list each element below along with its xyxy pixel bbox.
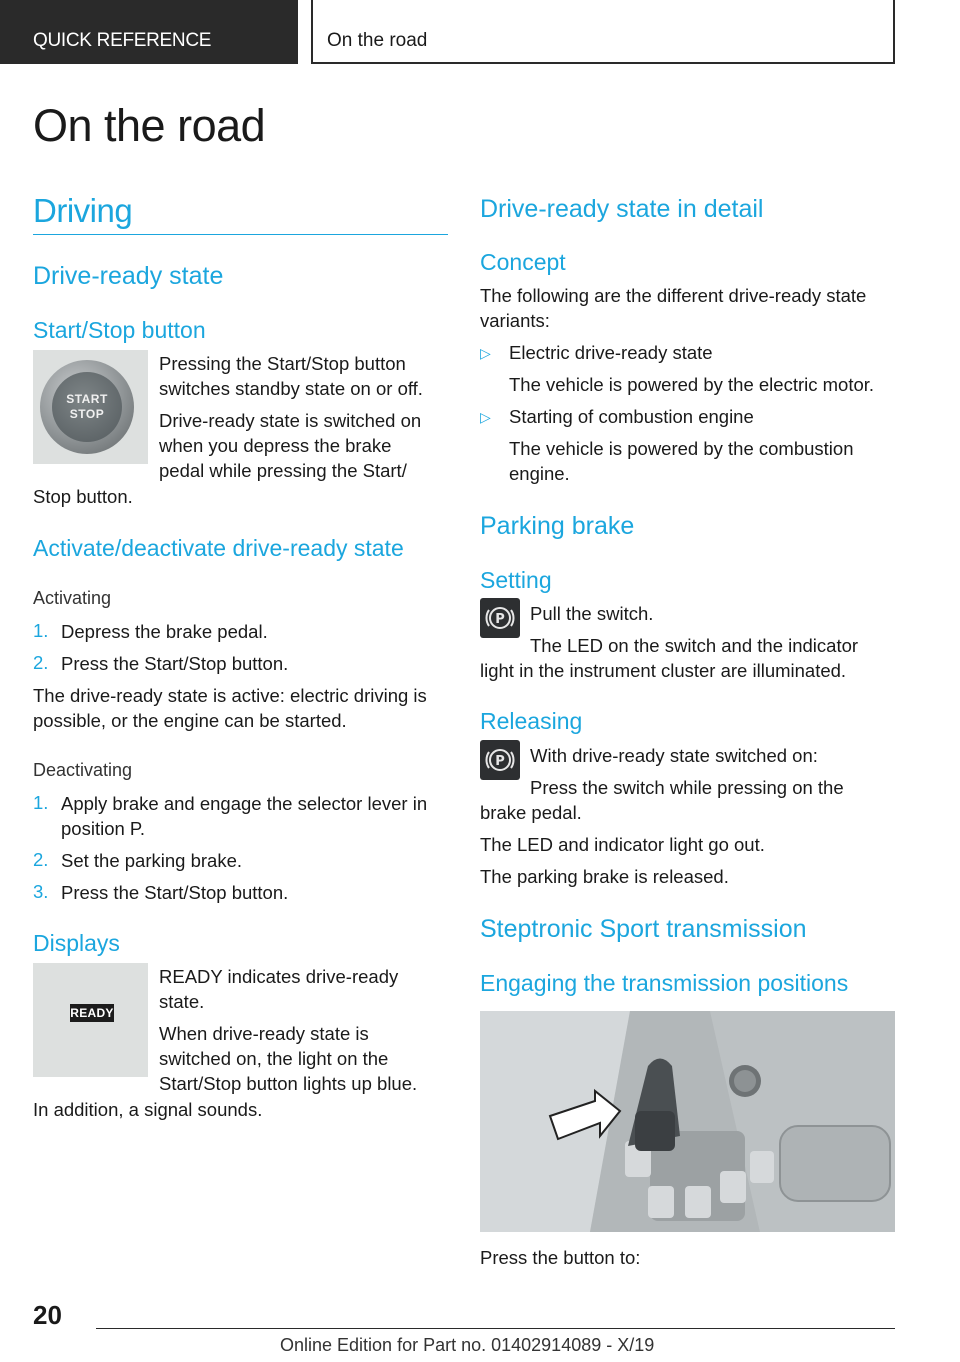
bullet-triangle-icon: ▷ bbox=[480, 345, 491, 361]
heading-driving: Driving bbox=[33, 192, 133, 229]
chapter-tab bbox=[311, 0, 895, 64]
subheading-activating: Activating bbox=[33, 588, 112, 608]
footer-edition: Online Edition for Part no. 01402914089 - X/19 bbox=[280, 1335, 655, 1355]
step-number: 1. bbox=[33, 792, 49, 813]
bullet-triangle-icon: ▷ bbox=[480, 409, 491, 425]
paragraph-line: brake pedal. bbox=[480, 802, 582, 823]
heading-setting: Setting bbox=[480, 567, 552, 593]
svg-text:P: P bbox=[495, 612, 505, 627]
heading-drive-ready-detail: Drive-ready state in detail bbox=[480, 195, 764, 223]
paragraph-line: pedal while pressing the Start/ bbox=[159, 460, 407, 481]
stop-label: STOP bbox=[69, 407, 105, 421]
paragraph-line: variants: bbox=[480, 310, 550, 331]
paragraph-line: possible, or the engine can be started. bbox=[33, 710, 347, 731]
heading-parking-brake: Parking brake bbox=[480, 512, 635, 540]
step-text: Set the parking brake. bbox=[61, 850, 242, 871]
step-number: 2. bbox=[33, 849, 49, 870]
step-number: 1. bbox=[33, 620, 49, 641]
bullet-desc: engine. bbox=[509, 463, 570, 484]
paragraph-line: The LED and indicator light go out. bbox=[480, 834, 765, 855]
paragraph-line: With drive-ready state switched on: bbox=[530, 745, 818, 766]
page-title: On the road bbox=[33, 100, 266, 151]
paragraph-line: The drive-ready state is active: electric driving is bbox=[33, 685, 427, 706]
paragraph-line: state. bbox=[159, 991, 205, 1012]
step-text: position P. bbox=[61, 818, 145, 839]
heading-engaging-positions: Engaging the transmission positions bbox=[480, 970, 849, 996]
ready-indicator-icon: READY bbox=[70, 1006, 114, 1020]
start-stop-button-icon bbox=[40, 360, 134, 454]
heading-start-stop-button: Start/Stop button bbox=[33, 317, 206, 343]
step-number: 3. bbox=[33, 881, 49, 902]
heading-concept: Concept bbox=[480, 249, 566, 275]
step-text: Press the Start/Stop button. bbox=[61, 653, 289, 674]
paragraph-line: light in the instrument cluster are illuminated. bbox=[480, 660, 847, 681]
start-stop-button-figure bbox=[33, 350, 148, 464]
paragraph-line: Start/Stop button lights up blue. bbox=[159, 1073, 418, 1094]
page-number: 20 bbox=[33, 1300, 62, 1330]
paragraph-line: In addition, a signal sounds. bbox=[33, 1099, 263, 1120]
bullet-title: Electric drive-ready state bbox=[509, 342, 713, 363]
heading-releasing: Releasing bbox=[480, 708, 583, 734]
gear-selector-photo bbox=[480, 1011, 895, 1232]
bullet-desc: The vehicle is powered by the electric motor. bbox=[509, 374, 875, 395]
step-text: Press the Start/Stop button. bbox=[61, 882, 289, 903]
paragraph-line: Drive-ready state is switched on bbox=[159, 410, 422, 431]
paragraph-line: The LED on the switch and the indicator bbox=[530, 635, 859, 656]
heading-drive-ready-state: Drive-ready state bbox=[33, 262, 224, 290]
svg-text:P: P bbox=[495, 754, 505, 769]
paragraph-line: switches standby state on or off. bbox=[159, 378, 423, 399]
step-text: Depress the brake pedal. bbox=[61, 621, 268, 642]
chapter-label: On the road bbox=[327, 30, 428, 51]
section-label: QUICK REFERENCE bbox=[33, 30, 212, 51]
paragraph-line: switched on, the light on the bbox=[159, 1048, 389, 1069]
paragraph-line: when you depress the brake bbox=[159, 435, 392, 456]
paragraph-line: Stop button. bbox=[33, 486, 133, 507]
heading-activate-deactivate: Activate/deactivate drive-ready state bbox=[33, 535, 404, 561]
parking-brake-switch-icon bbox=[480, 740, 520, 780]
paragraph-line: Press the button to: bbox=[480, 1247, 641, 1268]
parking-brake-switch-icon bbox=[480, 598, 520, 638]
paragraph-line: The following are the different drive-ready state bbox=[480, 285, 867, 306]
paragraph-line: Pull the switch. bbox=[530, 603, 654, 624]
subheading-deactivating: Deactivating bbox=[33, 760, 133, 780]
step-number: 2. bbox=[33, 652, 49, 673]
bullet-desc: The vehicle is powered by the combustion bbox=[509, 438, 854, 459]
step-text: Apply brake and engage the selector lever in bbox=[61, 793, 428, 814]
heading-displays: Displays bbox=[33, 930, 120, 956]
ready-indicator-figure bbox=[33, 963, 148, 1077]
heading-rule bbox=[33, 234, 448, 235]
footer-rule bbox=[96, 1328, 895, 1329]
paragraph-line: The parking brake is released. bbox=[480, 866, 729, 887]
section-tab bbox=[0, 0, 298, 64]
bullet-title: Starting of combustion engine bbox=[509, 406, 754, 427]
paragraph-line: When drive-ready state is bbox=[159, 1023, 369, 1044]
paragraph-line: Press the switch while pressing on the bbox=[530, 777, 844, 798]
paragraph-line: READY indicates drive-ready bbox=[159, 966, 399, 987]
heading-steptronic: Steptronic Sport transmission bbox=[480, 915, 807, 943]
paragraph-line: Pressing the Start/Stop button bbox=[159, 353, 406, 374]
start-label: START bbox=[66, 392, 108, 406]
